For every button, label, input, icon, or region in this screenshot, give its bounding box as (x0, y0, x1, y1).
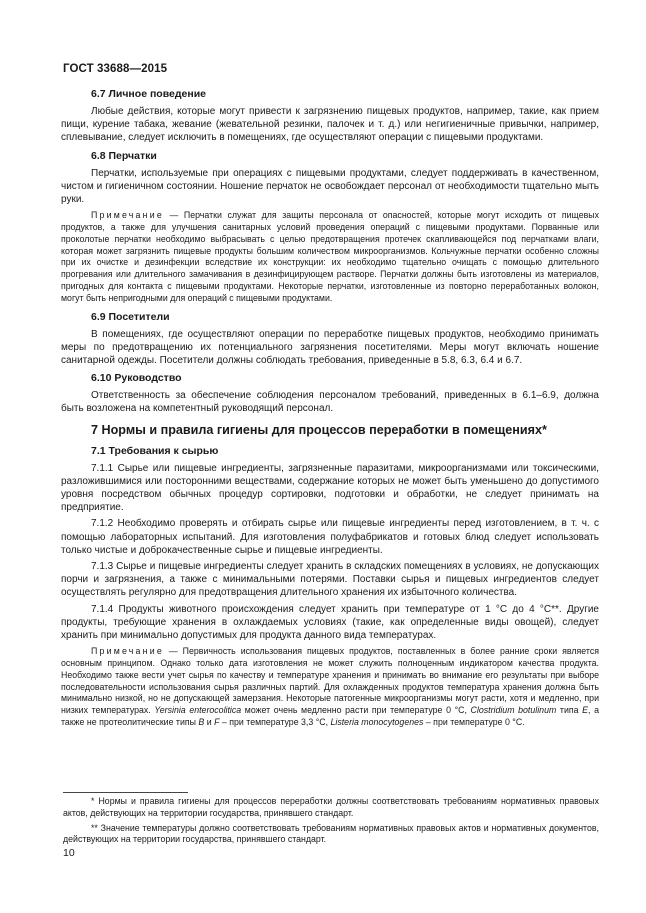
note-text: и (204, 717, 215, 728)
section-7-1-note (61, 646, 599, 729)
note-text: — Первичность использования пищевых продуктов, поставленных в более ранние сроки является основным принципом. Однако только дата изготовления не может служить полноценным индикатором качества продукта. Необходимо также вести учет сырья по качеству и температуре хранения и принимать во внимание его результаты при выборе последовательности использования сырья различных партий. Для охлажденных продуктов температура хранения должна быть минимально низкой, но не допускающей замерзания. Некоторые патогенные микроорганизмы могут расти, хотя и медленно, при низких температурах. (61, 646, 599, 716)
footnote-divider (63, 792, 188, 793)
document-code: ГОСТ 33688—2015 (63, 63, 168, 75)
paragraph-7-1-1: 7.1.1 Сырье или пищевые ингредиенты, загрязненные паразитами, микроорганизмами или токсическими, разложившимися или посторонними веществами, содержание которых не может быть уменьшено до допустимого уровня посредством обычных процедур сортировки, подготовки и обработки, не следует принимать на предприятие. (61, 462, 599, 514)
footnotes (63, 796, 599, 849)
page-number: 10 (63, 847, 75, 859)
section-6-7-title: 6.7 Личное поведение (91, 88, 206, 100)
note-text: – при температуре 3,3 °С, (219, 717, 331, 728)
section-6-10-title: 6.10 Руководство (91, 372, 182, 385)
paragraph-7-1-3: 7.1.3 Сырье и пищевые ингредиенты следует хранить в складских помещениях в условиях, не допускающих порчи и загрязнения, а также с минимальными потерями. Поставки сырья и пищевых ингредиентов следует осуществлять регулярно для предотвращения длительного хранения их избыточного количества. (61, 561, 599, 599)
footnote-2: ** Значение температуры должно соответствовать требованиям нормативных правовых актов и нормативных документов, действующих на территории государства, принявшего стандарт. (63, 822, 599, 845)
section-6-8-title: 6.8 Перчатки (91, 149, 157, 162)
note-text: типа (556, 705, 583, 716)
note-species: Clostridium botulinum (470, 705, 557, 716)
note-species: Yersinia enterocolitica (154, 705, 242, 716)
note-text: может очень медленно расти при температуре 0 °С, (241, 705, 471, 716)
note-text: – при температуре 0 °С. (423, 717, 525, 728)
section-7-1-title: 7.1 Требования к сырью (91, 444, 219, 457)
paragraph-7-1-2: 7.1.2 Необходимо проверять и отбирать сырье или пищевые ингредиенты перед изготовлением, в т. ч. с помощью лабораторных испытаний. Для изготовления полуфабрикатов и готовых блюд следует использовать только чистые и доброкачественные сырье и пищевые ингредиенты. (61, 518, 599, 556)
note-label: Примечание (91, 646, 164, 657)
note-type: F (214, 717, 220, 728)
section-6-9-body: В помещениях, где осуществляют операции по переработке пищевых продуктов, необходимо принимать меры по предотвращению их потенциального загрязнения посетителями. Меры могут включать ношение санитарной одежды. Посетители должны соблюдать требования, приведенные в 5.8, 6.3, 6.4 и 6.7. (61, 328, 599, 366)
section-7-title: 7 Нормы и правила гигиены для процессов переработки в помещениях* (91, 422, 547, 437)
section-6-10-body: Ответственность за обеспечение соблюдения персоналом требований, приведенных в 6.1–6.9, должна быть возложена на компетентный руководящий персонал. (61, 390, 599, 415)
note-species: Listeria monocytogenes (330, 717, 424, 728)
section-6-8-note (61, 210, 599, 304)
note-text: , а также не протеолитические типы (61, 705, 599, 728)
note-text: — Перчатки служат для защиты персонала от опасностей, которые могут исходить от пищевых продуктов, а также для улучшения санитарных условий проведения операций с пищевыми продуктами. Порванные или проколотые перчатки необходимо выбрасывать с целью предотвращения протечек скапливающейся под перчатками влаги, которая может загрязнить пищевые продукты большим количеством микроорганизмов. Кольчужные перчатки особенно сложны при их очистке и дезинфекции вследствие их конструкции: их необходимо тщательно очищать с помощью длительного прогревания или длительного замачивания в дезинфицирующем растворе. Перчатки должны быть изготовлены из материалов, пригодных для контакта с пищевыми продуктами. Некоторые перчатки, изготовленные из повторно переработанных волокон, могут быть непригодными для операций с пищевыми продуктами. (61, 210, 599, 303)
note-type: В (198, 717, 205, 728)
note-label: Примечание (91, 210, 164, 221)
note-type: Е (582, 705, 589, 716)
section-6-8-body: Перчатки, используемые при операциях с пищевыми продуктами, следует поддерживать в качественном, чистом и гигиеничном состоянии. Ношение перчаток не освобождает персонал от необходимости тщательно мыть руки. (61, 167, 599, 206)
paragraph-7-1-4: 7.1.4 Продукты животного происхождения следует хранить при температуре от 1 °С до 4 °С**. Другие продукты, требующие хранения в охлаждаемых условиях (такие, как определенные виды овощей), следует хранить при минимально допустимых для продукта данного вида температурах. (61, 603, 599, 642)
section-6-7-body: Любые действия, которые могут привести к загрязнению пищевых продуктов, например, такие, как прием пищи, курение табака, жевание (жевательной резинки, палочек и т. д.) или негигиеничные привычки, например, сплевывание, следует исключить в помещениях, где осуществляют операции с пищевыми продуктами. (61, 106, 599, 144)
section-6-9-title: 6.9 Посетители (91, 310, 170, 323)
main-content (61, 87, 599, 733)
footnote-1: * Нормы и правила гигиены для процессов переработки должны соответствовать требованиям нормативных правовых актов, действующих на территории государства, принявшего стандарт. (63, 796, 599, 818)
